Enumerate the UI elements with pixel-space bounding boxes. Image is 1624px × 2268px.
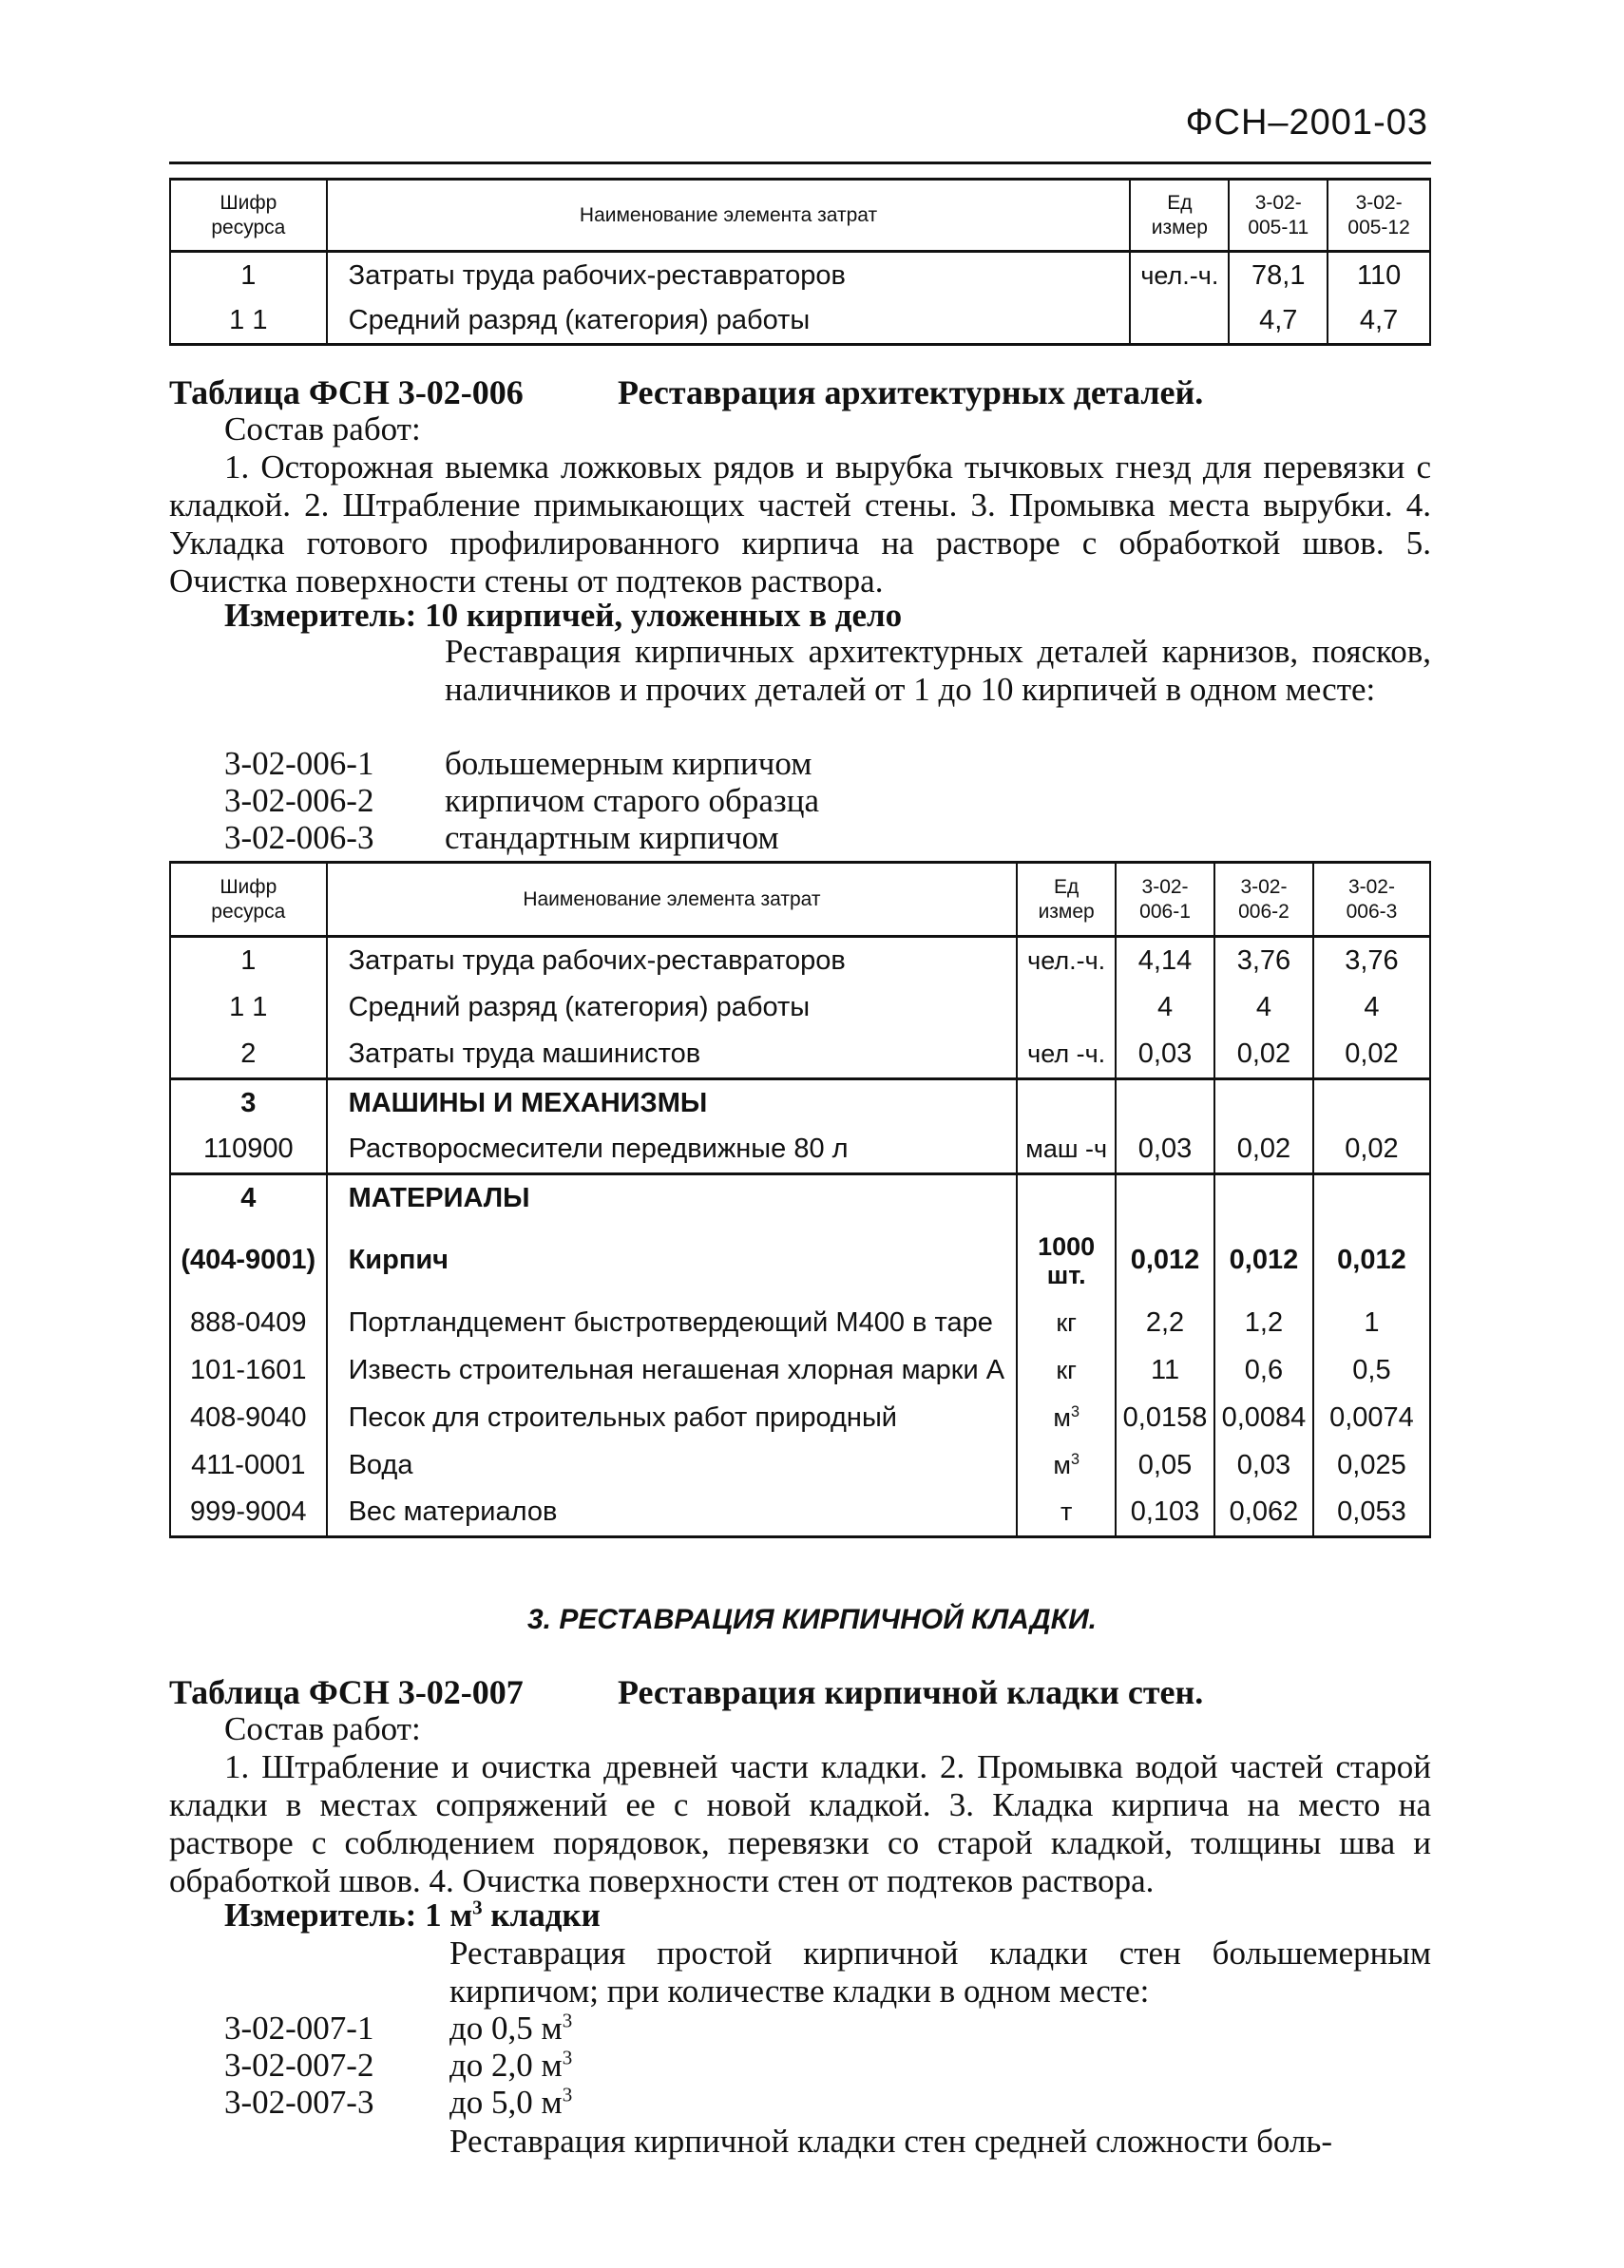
cell-value (1313, 1079, 1430, 1127)
table-row (170, 1442, 1430, 1490)
item-code: 3-02-007-2 (224, 2047, 374, 2084)
composition-text: 1. Осторожная выемка ложковых рядов и вырубка тычковых гнезд для перевязки с кладкой. 2. Штрабление примыкающих частей стены. 3. Промывка места вырубки. 4. Укладка готового профилированного кирпича на растворе с обработкой швов. 5. Очистка поверхности стены от подтеков раствора. (169, 448, 1431, 600)
cell-name: Затраты труда машинистов (327, 1032, 1018, 1079)
cell-unit (1017, 984, 1116, 1032)
cell-name: Затраты труда рабочих-реставраторов (327, 937, 1018, 984)
cell-unit (1130, 299, 1229, 345)
table-row (170, 252, 1430, 299)
cell-value: 4 (1313, 984, 1430, 1032)
item-code: 3-02-006-1 (224, 745, 374, 782)
cell-value: 0,03 (1116, 1032, 1214, 1079)
cell-unit: кг (1017, 1300, 1116, 1347)
cell-value (1214, 1079, 1313, 1127)
col-header-3-02-005-12: 3-02- 005-12 (1328, 180, 1430, 252)
meter-label (224, 1896, 601, 1934)
cell-unit: чел.-ч. (1017, 937, 1116, 984)
cell-name: МАТЕРИАЛЫ (327, 1174, 1018, 1222)
cell-unit: 1000 шт. (1017, 1222, 1116, 1300)
col-header-code: Шифр ресурса (170, 180, 327, 252)
cell-value: 0,0074 (1313, 1395, 1430, 1442)
cell-name: Известь строительная негашеная хлорная марки А (327, 1347, 1018, 1395)
section-row-materials (170, 1174, 1430, 1222)
item-text: кирпичом старого образца (445, 782, 819, 819)
table-row (170, 1490, 1430, 1537)
cell-code: 999-9004 (170, 1490, 327, 1537)
col-header-3-02-006-3: 3-02- 006-3 (1313, 863, 1430, 937)
cell-value: 0,02 (1313, 1127, 1430, 1174)
cell-value: 4 (1214, 984, 1313, 1032)
cell-unit (1017, 1174, 1116, 1222)
item-superscript: 3 (562, 2083, 573, 2106)
document-code: ФСН–2001-03 (1185, 103, 1428, 143)
cell-code: 3 (170, 1079, 327, 1127)
cell-value: 0,012 (1313, 1222, 1430, 1300)
cell-code: 110900 (170, 1127, 327, 1174)
item-value: до 2,0 м (449, 2047, 563, 2084)
cell-code: 4 (170, 1174, 327, 1222)
cell-name: Песок для строительных работ природный (327, 1395, 1018, 1442)
table-row (170, 1127, 1430, 1174)
cell-value: 4,7 (1328, 299, 1430, 345)
table-3-02-006 (169, 861, 1431, 1538)
cell-name: Портландцемент быстротвердеющий М400 в таре (327, 1300, 1018, 1347)
meter-text: Измеритель: 1 м (224, 1896, 473, 1934)
table-3-02-005 (169, 178, 1431, 346)
item-code: 3-02-006-3 (224, 819, 374, 856)
cell-code: 2 (170, 1032, 327, 1079)
section-heading: 3. РЕСТАВРАЦИЯ КИРПИЧНОЙ КЛАДКИ. (526, 1604, 1098, 1635)
table-title-text: Реставрация архитектурных деталей. (618, 373, 1204, 411)
item-code: 3-02-006-2 (224, 782, 374, 819)
cell-unit: т (1017, 1490, 1116, 1537)
table-row (170, 1032, 1430, 1079)
col-header-3-02-006-2: 3-02- 006-2 (1214, 863, 1313, 937)
meter-label: Измеритель: 10 кирпичей, уложенных в дело (224, 597, 903, 634)
cell-value: 0,05 (1116, 1442, 1214, 1490)
col-header-unit: Ед измер (1130, 180, 1229, 252)
table-row (170, 1395, 1430, 1442)
cell-value (1116, 1174, 1214, 1222)
meter-tail: кладки (482, 1896, 601, 1934)
cell-code: 1 (170, 937, 327, 984)
cell-unit (1017, 1442, 1116, 1490)
cell-value: 78,1 (1229, 252, 1328, 299)
unit-text: м (1053, 1451, 1071, 1479)
table-row (170, 1222, 1430, 1300)
cell-value (1116, 1079, 1214, 1127)
table-row (170, 1347, 1430, 1395)
unit-superscript: 3 (1070, 1451, 1079, 1468)
cell-value (1214, 1174, 1313, 1222)
cell-value: 2,2 (1116, 1300, 1214, 1347)
cell-value: 11 (1116, 1347, 1214, 1395)
cell-value: 4 (1116, 984, 1214, 1032)
composition-text: 1. Штрабление и очистка древней части кладки. 2. Промывка водой частей старой кладки в местах сопряжений ее с новой кладкой. 3. Кладка кирпича на место на растворе с соблюдением порядовок, перевязки со старой кладкой, толщины шва и обработкой швов. 4. Очистка поверхности стен от подтеков раствора. (169, 1748, 1431, 1899)
work-description: Реставрация кирпичных архитектурных деталей карнизов, поясков, наличников и прочих деталей от 1 до 10 кирпичей в одном месте: (445, 633, 1431, 708)
cell-value: 0,025 (1313, 1442, 1430, 1490)
continuation-line: Реставрация кирпичной кладки стен средней сложности боль- (449, 2123, 1333, 2160)
meter-superscript: 3 (472, 1896, 483, 1919)
item-text: большемерным кирпичом (445, 745, 812, 782)
cell-name: Вес материалов (327, 1490, 1018, 1537)
cell-unit (1017, 1079, 1116, 1127)
section-row-machines (170, 1079, 1430, 1127)
item-code: 3-02-007-3 (224, 2084, 374, 2121)
item-superscript: 3 (562, 2009, 573, 2032)
item-text: стандартным кирпичом (445, 819, 779, 856)
cell-code: 1 1 (170, 984, 327, 1032)
item-value: до 5,0 м (449, 2084, 563, 2121)
col-header-3-02-006-1: 3-02- 006-1 (1116, 863, 1214, 937)
cell-value: 110 (1328, 252, 1430, 299)
cell-value: 0,02 (1214, 1127, 1313, 1174)
table-title-text: Реставрация кирпичной кладки стен. (618, 1673, 1204, 1711)
composition-label: Состав работ: (224, 1710, 421, 1747)
cell-value: 4,7 (1229, 299, 1328, 345)
cell-value: 0,02 (1313, 1032, 1430, 1079)
item-value: до 0,5 м (449, 2010, 563, 2047)
col-header-name: Наименование элемента затрат (327, 863, 1018, 937)
cell-code: 411-0001 (170, 1442, 327, 1490)
table-title-code: Таблица ФСН 3-02-006 (169, 373, 524, 411)
cell-value: 0,0158 (1116, 1395, 1214, 1442)
cell-code: 101-1601 (170, 1347, 327, 1395)
cell-unit: кг (1017, 1347, 1116, 1395)
header-rule (169, 162, 1431, 164)
cell-value: 1 (1313, 1300, 1430, 1347)
cell-value: 1,2 (1214, 1300, 1313, 1347)
cell-code: 1 (170, 252, 327, 299)
col-header-name: Наименование элемента затрат (327, 180, 1131, 252)
cell-value: 0,012 (1214, 1222, 1313, 1300)
cell-value: 0,103 (1116, 1490, 1214, 1537)
item-code: 3-02-007-1 (224, 2010, 374, 2047)
composition-label: Состав работ: (224, 410, 421, 448)
unit-text: м (1053, 1403, 1071, 1432)
cell-name: Средний разряд (категория) работы (327, 299, 1131, 345)
cell-value: 0,0084 (1214, 1395, 1313, 1442)
cell-code: 1 1 (170, 299, 327, 345)
cell-unit: маш -ч (1017, 1127, 1116, 1174)
col-header-3-02-005-11: 3-02- 005-11 (1229, 180, 1328, 252)
cell-value: 0,5 (1313, 1347, 1430, 1395)
cell-code: 888-0409 (170, 1300, 327, 1347)
cell-unit: чел -ч. (1017, 1032, 1116, 1079)
cell-name: Средний разряд (категория) работы (327, 984, 1018, 1032)
cell-unit (1017, 1395, 1116, 1442)
cell-value: 0,02 (1214, 1032, 1313, 1079)
cell-name: Растворосмесители передвижные 80 л (327, 1127, 1018, 1174)
item-superscript: 3 (562, 2046, 573, 2069)
table-title-code: Таблица ФСН 3-02-007 (169, 1673, 524, 1711)
cell-name: МАШИНЫ И МЕХАНИЗМЫ (327, 1079, 1018, 1127)
cell-name: Вода (327, 1442, 1018, 1490)
cell-code: (404-9001) (170, 1222, 327, 1300)
cell-value: 0,03 (1116, 1127, 1214, 1174)
cell-value: 3,76 (1214, 937, 1313, 984)
work-description: Реставрация простой кирпичной кладки стен большемерным кирпичом; при количестве кладки в одном месте: (449, 1934, 1431, 2010)
table-row (170, 1300, 1430, 1347)
col-header-code: Шифр ресурса (170, 863, 327, 937)
cell-name: Затраты труда рабочих-реставраторов (327, 252, 1131, 299)
col-header-unit: Ед измер (1017, 863, 1116, 937)
unit-superscript: 3 (1070, 1403, 1079, 1420)
cell-value (1313, 1174, 1430, 1222)
table-row (170, 937, 1430, 984)
cell-value: 0,012 (1116, 1222, 1214, 1300)
item-text (449, 2010, 572, 2047)
table-row (170, 299, 1430, 345)
cell-value: 3,76 (1313, 937, 1430, 984)
cell-name: Кирпич (327, 1222, 1018, 1300)
cell-value: 0,062 (1214, 1490, 1313, 1537)
item-text (449, 2047, 572, 2084)
item-text (449, 2084, 572, 2121)
cell-value: 4,14 (1116, 937, 1214, 984)
cell-value: 0,053 (1313, 1490, 1430, 1537)
cell-value: 0,6 (1214, 1347, 1313, 1395)
cell-code: 408-9040 (170, 1395, 327, 1442)
cell-unit: чел.-ч. (1130, 252, 1229, 299)
table-row (170, 984, 1430, 1032)
cell-value: 0,03 (1214, 1442, 1313, 1490)
